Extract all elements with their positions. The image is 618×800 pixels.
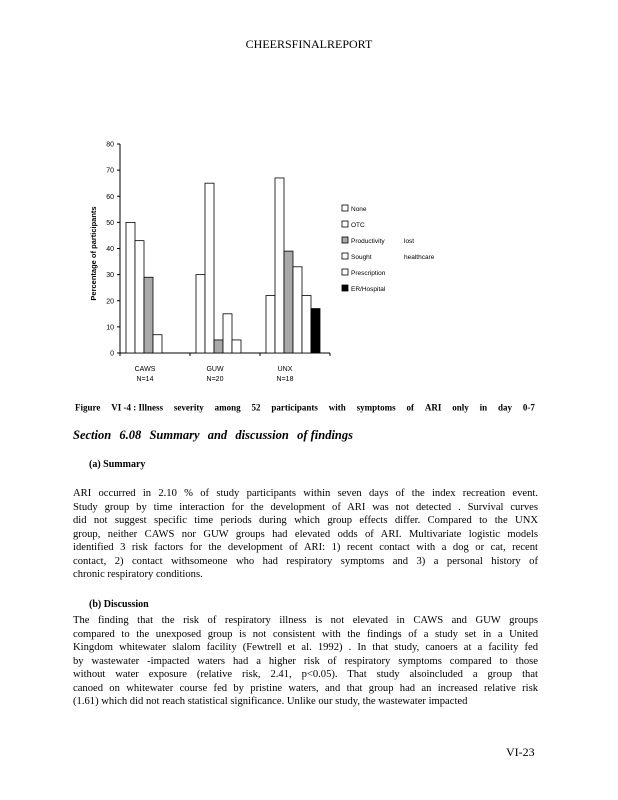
summary-line: chronic respiratory conditions. (73, 569, 203, 580)
section-heading (73, 428, 353, 443)
legend-swatch (342, 205, 348, 211)
bar (275, 178, 284, 353)
section-heading-word: 6.08 (119, 428, 142, 442)
y-axis-label (89, 206, 98, 300)
caption-word: symptoms (356, 401, 396, 413)
figure-caption (75, 402, 535, 413)
bar (266, 296, 275, 353)
section-heading-word: of findings (297, 428, 353, 442)
bar (144, 277, 153, 353)
y-tick-label: 20 (106, 298, 114, 306)
summary-line: did not suggest specific time periods during which group effects differ. Compared to the UNX (73, 515, 538, 526)
legend-swatch (342, 253, 348, 259)
x-category-n: N=20 (206, 376, 224, 383)
caption-word: Figure (75, 401, 101, 413)
chart-legend (342, 205, 435, 293)
bar (126, 222, 135, 353)
legend-label: ER/Hospital (351, 286, 386, 293)
bar (196, 275, 205, 353)
bar-chart (60, 135, 480, 390)
caption-word: severity (173, 401, 204, 413)
section-heading-word: Section (73, 428, 112, 442)
y-tick-label: 60 (106, 193, 114, 201)
page-number: VI-23 (506, 745, 535, 759)
legend-swatch (342, 269, 348, 275)
legend-label: Prescription (351, 270, 386, 277)
legend-label: None (351, 206, 367, 213)
legend-swatch (342, 285, 348, 291)
legend-label: Productivity (351, 238, 385, 245)
summary-line: ARI occurred in 2.10 % of study participants within seven days of the index recreation event. (73, 488, 538, 499)
y-tick-label: 50 (106, 219, 114, 227)
y-tick-label: 70 (106, 167, 114, 175)
discussion-line: without water exposure (relative risk, 2.41, p<0.05). That study alsoincluded a group that (73, 669, 538, 680)
x-category-n: N=14 (136, 376, 154, 383)
y-tick-label: 30 (106, 272, 114, 280)
x-category-label: GUW (206, 366, 224, 373)
bar (135, 241, 144, 353)
discussion-paragraph (73, 614, 538, 709)
y-tick-label: 0 (110, 350, 114, 358)
legend-label: OTC (351, 222, 365, 229)
summary-line: group, neither CAWS nor GUW groups had elevated odds of ARI. Multivariate logistic models (73, 528, 538, 540)
legend-swatch (342, 237, 348, 243)
x-category-label: CAWS (134, 366, 156, 373)
summary-line: contact, 2) contact withsomeone who had respiratory symptoms and 3) a personal history of (73, 555, 538, 567)
caption-word: 52 (251, 401, 261, 413)
discussion-line: by wastewater -impacted waters had a higher risk of respiratory symptoms compared to those (73, 655, 538, 667)
y-tick-label: 10 (106, 324, 114, 332)
section-heading-word: discussion (235, 428, 289, 442)
bar (311, 309, 320, 353)
discussion-line: (1.61) which did not reach statistical significance. Unlike our study, the wastewater impacted (73, 696, 468, 707)
caption-word: among (214, 401, 241, 413)
summary-heading: (a) Summary (89, 459, 146, 470)
section-heading-word: Summary (149, 428, 200, 442)
legend-label-part: lost (404, 238, 415, 245)
summary-line: Study group by time interaction for the development of ARI was not detected . Survival curves (73, 501, 538, 513)
caption-word: only (452, 401, 469, 413)
caption-word: of (406, 401, 415, 413)
discussion-line: compared to the unexposed group is not consistent with the findings of a study set in a United (73, 628, 538, 640)
bar (232, 340, 241, 353)
legend-label-part: healthcare (404, 254, 435, 261)
section-heading-word: and (207, 428, 228, 442)
caption-word: ARI (424, 401, 442, 413)
y-tick-label: 80 (106, 141, 114, 149)
caption-word: with (328, 401, 346, 413)
y-tick-label: 40 (106, 246, 114, 253)
discussion-line: The finding that the risk of respiratory illness is not elevated in CAWS and GUW groups (73, 615, 538, 626)
summary-paragraph (73, 487, 538, 582)
bar (223, 314, 232, 353)
caption-word: in (479, 401, 488, 413)
y-axis-title: Percentage of participants (89, 206, 98, 301)
discussion-line: Kingdom whitewater slalom facility (Fewtrell et al. 1992) . In that study, canoers at a facility fed (73, 642, 538, 653)
bar (205, 183, 214, 353)
bar (293, 267, 302, 353)
caption-word: 0-7 (522, 401, 535, 413)
caption-word: day (498, 401, 513, 413)
legend-label: Sought (351, 254, 372, 261)
running-header: CHEERSFINALREPORT (245, 37, 373, 51)
legend-swatch (342, 221, 348, 227)
discussion-line: canoed on whitewater course fed by pristine waters, and that group had an increased relative risk (73, 682, 538, 694)
summary-line: identified 3 risk factors for the development of ARI: 1) recent contact with a dog or cat, recent (73, 542, 538, 553)
x-category-n: N=18 (276, 376, 294, 383)
x-axis-labels (135, 366, 294, 383)
bar (284, 251, 293, 353)
discussion-heading: (b) Discussion (89, 599, 149, 610)
bar (302, 296, 311, 353)
caption-word: VI -4 : Illness (111, 401, 163, 413)
bar (214, 340, 223, 353)
caption-word: participants (271, 401, 318, 413)
x-category-label: UNX (277, 366, 293, 373)
chart-bars (126, 178, 320, 353)
bar (153, 335, 162, 353)
